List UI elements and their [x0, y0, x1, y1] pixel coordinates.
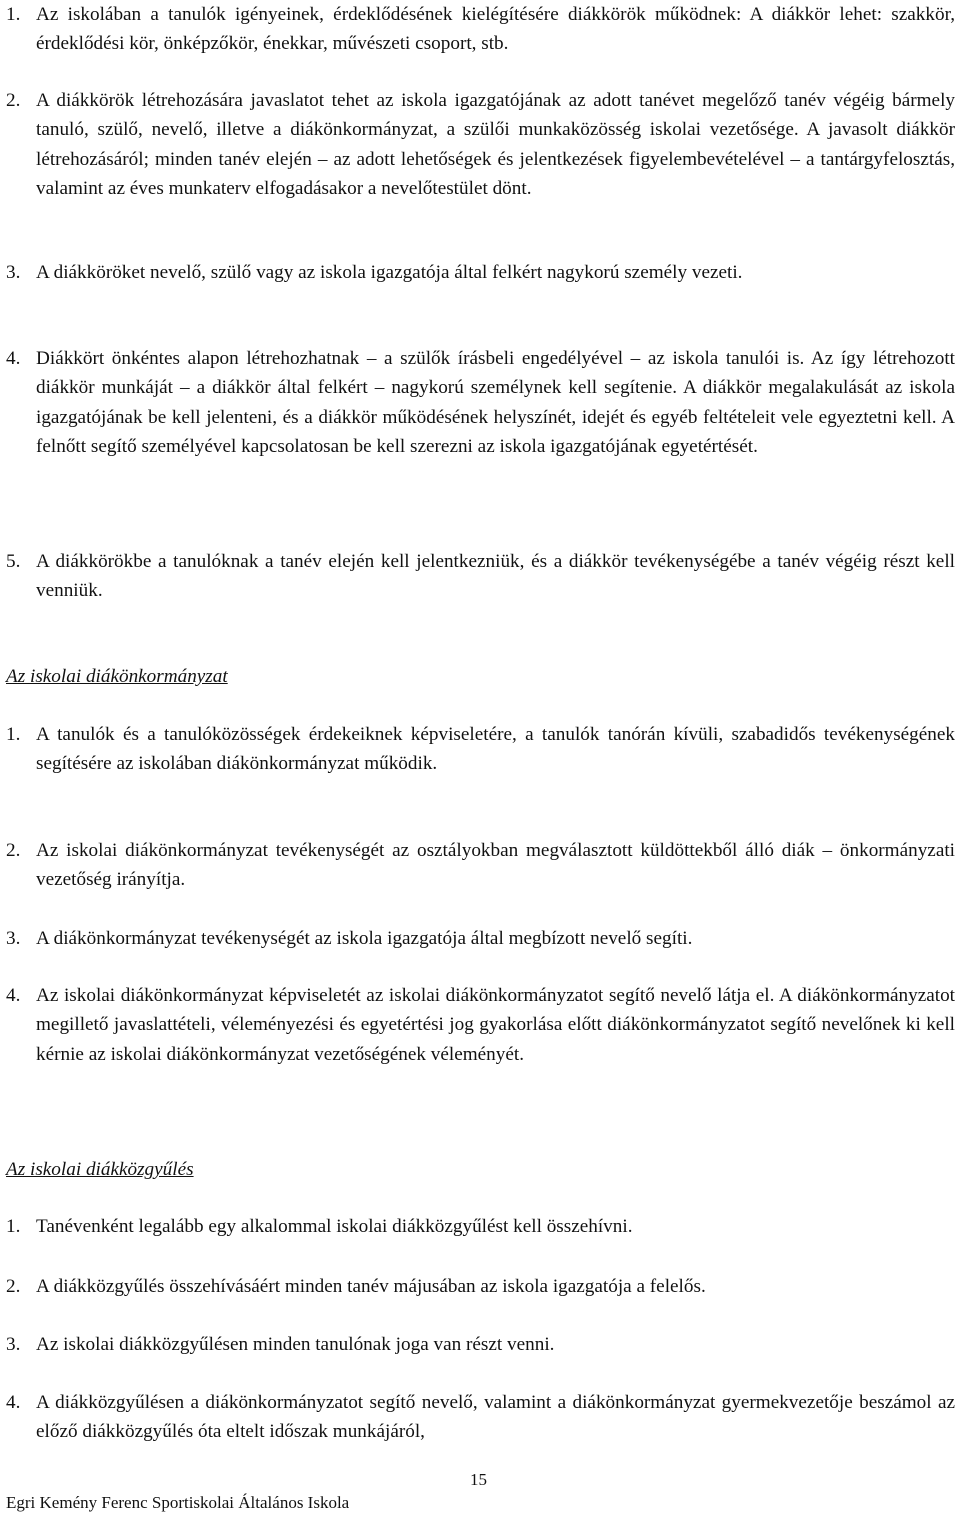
list-item — [6, 547, 955, 606]
list-item — [6, 1330, 955, 1359]
list-item — [6, 1272, 955, 1301]
item-text: Az iskolai diákönkormányzat képviseletét az iskolai diákönkormányzatot segítő nevelő látja el. A diákönkormányzatot megillető javaslattételi, véleményezési és egyetértési jog gyakorlása előtt diákönkormányzatot segítő nevelőnek ki kell kérnie az iskolai diákönkormányzat vezetőségének véleményét. — [36, 985, 955, 1065]
list-item — [6, 1388, 955, 1447]
list-item — [6, 924, 955, 953]
item-text: Diákkört önkéntes alapon létrehozhatnak – a szülők írásbeli engedélyével – az iskola tanulói is. Az így létrehozott diákkör munkáját – a diákkör által felkért – nagykorú személynek kell segítenie. A diákkör megalakulását az iskola igazgatójának be kell jelenteni, és a diákkör működésének helyszínét, idejét és egyéb feltételeit vele egyeztetni kell. A felnőtt segítő személyével kapcsolatosan be kell szerezni az iskola igazgatójának egyetértését. — [36, 348, 955, 457]
item-text: Tanévenként legalább egy alkalommal iskolai diákközgyűlést kell összehívni. — [36, 1216, 633, 1237]
section-heading: Az iskolai diákközgyűlés — [6, 1159, 194, 1180]
list-item — [6, 981, 955, 1069]
item-number: 1. — [6, 4, 21, 25]
item-number: 1. — [6, 1216, 21, 1237]
item-number: 2. — [6, 1276, 21, 1297]
item-number: 2. — [6, 90, 21, 111]
item-text: A diákközgyűlés összehívásáért minden tanév májusában az iskola igazgatója a felelős. — [36, 1276, 706, 1297]
item-number: 4. — [6, 348, 21, 369]
item-number: 2. — [6, 840, 21, 861]
list-item — [6, 86, 955, 203]
list-item — [6, 344, 955, 461]
item-number: 3. — [6, 928, 21, 949]
item-text: Az iskolai diákönkormányzat tevékenységét az osztályokban megválasztott küldöttekből álló diák – önkormányzati vezetőség irányítja. — [36, 840, 955, 891]
item-number: 1. — [6, 724, 21, 745]
list-item — [6, 1212, 955, 1241]
list-item — [6, 836, 955, 895]
item-text: A diákköröket nevelő, szülő vagy az iskola igazgatója által felkért nagykorú személy vezeti. — [36, 262, 743, 283]
list-item — [6, 0, 955, 59]
section-heading: Az iskolai diákönkormányzat — [6, 666, 228, 687]
item-text: Az iskolában a tanulók igényeinek, érdeklődésének kielégítésére diákkörök működnek: A diákkör lehet: szakkör, érdeklődési kör, önképzőkör, énekkar, művészeti csoport, stb. — [36, 4, 955, 55]
page-number: 15 — [470, 1470, 487, 1489]
item-number: 3. — [6, 1334, 21, 1355]
item-number: 4. — [6, 1392, 21, 1413]
item-text: A diákönkormányzat tevékenységét az iskola igazgatója által megbízott nevelő segíti. — [36, 928, 693, 949]
item-number: 4. — [6, 985, 21, 1006]
list-item — [6, 258, 955, 287]
item-text: A diákkörök létrehozására javaslatot tehet az iskola igazgatójának az adott tanévet megelőző tanév végéig bármely tanuló, szülő, nevelő, illetve a diákönkormányzat, a szülői munkaközösség iskolai vezetősége. A javasolt diákkör létrehozásáról; minden tanév elején – az adott lehetőségek és jelentkezések figyelembevételével – a tantárgyfelosztás, valamint az éves munkaterv elfogadásakor a nevelőtestület dönt. — [36, 90, 955, 199]
item-text: A diákközgyűlésen a diákönkormányzatot segítő nevelő, valamint a diákönkormányzat gyermekvezetője beszámol az előző diákközgyűlés óta eltelt időszak munkájáról, — [36, 1392, 955, 1443]
page-footer: Egri Kemény Ferenc Sportiskolai Általános Iskola — [6, 1493, 350, 1512]
list-item — [6, 720, 955, 779]
item-text: A tanulók és a tanulóközösségek érdekeiknek képviseletére, a tanulók tanórán kívüli, szabadidős tevékenységének segítésére az iskolában diákönkormányzat működik. — [36, 724, 955, 775]
item-text: A diákkörökbe a tanulóknak a tanév elején kell jelentkezniük, és a diákkör tevékenységébe a tanév végéig részt kell venniük. — [36, 551, 955, 602]
item-number: 5. — [6, 551, 21, 572]
item-text: Az iskolai diákközgyűlésen minden tanulónak joga van részt venni. — [36, 1334, 555, 1355]
item-number: 3. — [6, 262, 21, 283]
